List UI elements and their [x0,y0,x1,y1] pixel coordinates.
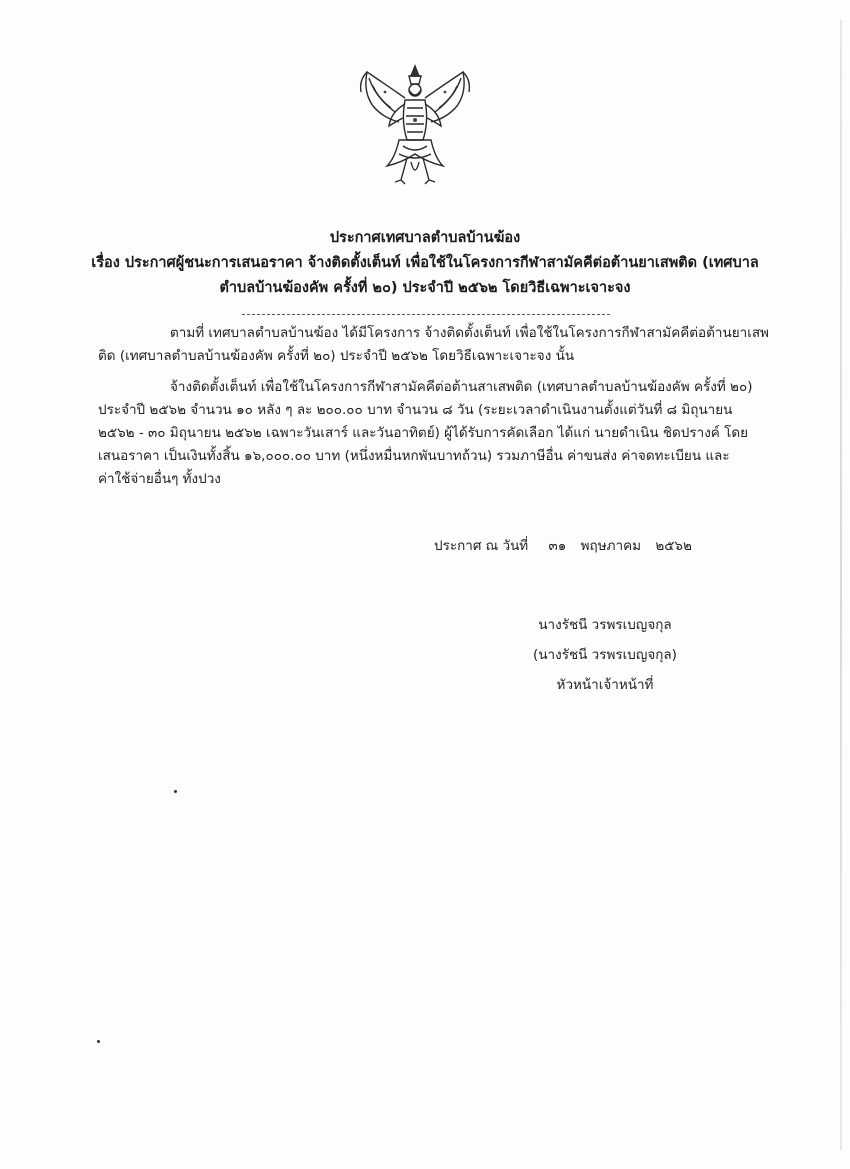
subject-line-2: ตำบลบ้านฆ้องคัพ ครั้งที่ ๒๐) ประจำปี ๒๕๖๒ โดยวิธีเฉพาะเจาะจง [219,280,631,296]
paragraph-2-line-4: เสนอราคา เป็นเงินทั้งสิ้น ๑๖,๐๐๐.๐๐ บาท (หนึ่งหมื่นหกพันบาทถ้วน) รวมภาษีอื่น ค่าขนส่ง ค่าจดทะเบียน และ [98,448,730,464]
paragraph-1-line-1: ตามที่ เทศบาลตำบลบ้านฆ้อง ได้มีโครงการ จ้างติดตั้งเต็นท์ เพื่อใช้ในโครงการกีฬาสามัคคีต่อต้านยาเสพ [170,325,769,341]
signer-position: หัวหน้าเจ้าหน้าที่ [556,677,654,693]
date-month: พฤษภาคม [580,538,642,554]
paragraph-2 [98,376,763,491]
page-edge-shadow [840,20,842,1150]
scan-speck [174,790,177,793]
announcement-date [434,534,702,556]
announcement-heading [60,226,790,301]
paragraph-1 [98,322,769,368]
paragraph-1-line-2: ติด (เทศบาลตำบลบ้านฆ้องคัพ ครั้งที่ ๒๐) ประจำปี ๒๕๖๒ โดยวิธีเฉพาะเจาะจง นั้น [98,348,575,364]
signer-name: นางรัชนี วรพรเบญจกุล [538,617,672,633]
scan-speck [97,1040,100,1043]
paragraph-2-line-5: ค่าใช้จ่ายอื่นๆ ทั้งปวง [98,471,221,487]
date-day: ๓๑ [548,538,567,554]
paragraph-2-line-3: ๒๕๖๒ - ๓๐ มิถุนายน ๒๕๖๒ เฉพาะวันเสาร์ และวันอาทิตย์) ผู้ได้รับการคัดเลือก ได้แก่ นายดำเนิน ชิดปรางค์ โดย [98,425,749,441]
subject-line-1: เรื่อง ประกาศผู้ชนะการเสนอราคา จ้างติดตั้งเต็นท์ เพื่อใช้ในโครงการกีฬาสามัคคีต่อต้านยาเสพติด (เทศบาล [91,255,759,271]
garuda-emblem-icon [355,62,475,190]
date-year: ๒๕๖๒ [655,538,692,554]
date-prefix: ประกาศ ณ วันที่ [434,538,529,554]
paragraph-2-line-2: ประจำปี ๒๕๖๒ จำนวน ๑๐ หลัง ๆ ละ ๒๐๐.๐๐ บาท จำนวน ๘ วัน (ระยะเวลาดำเนินงานตั้งแต่วันที่ ๘ มิถุนายน [98,402,733,418]
signer-name-parenthesized: (นางรัชนี วรพรเบญจกุล) [533,647,677,663]
heading-divider [242,314,610,315]
signature-block [500,610,710,700]
paragraph-2-line-1: จ้างติดตั้งเต็นท์ เพื่อใช้ในโครงการกีฬาสามัคคีต่อต้านสาเสพติด (เทศบาลตำบลบ้านฆ้องคัพ ครั้งที่ ๒๐) [170,379,753,395]
organization-title: ประกาศเทศบาลตำบลบ้านฆ้อง [329,230,521,246]
